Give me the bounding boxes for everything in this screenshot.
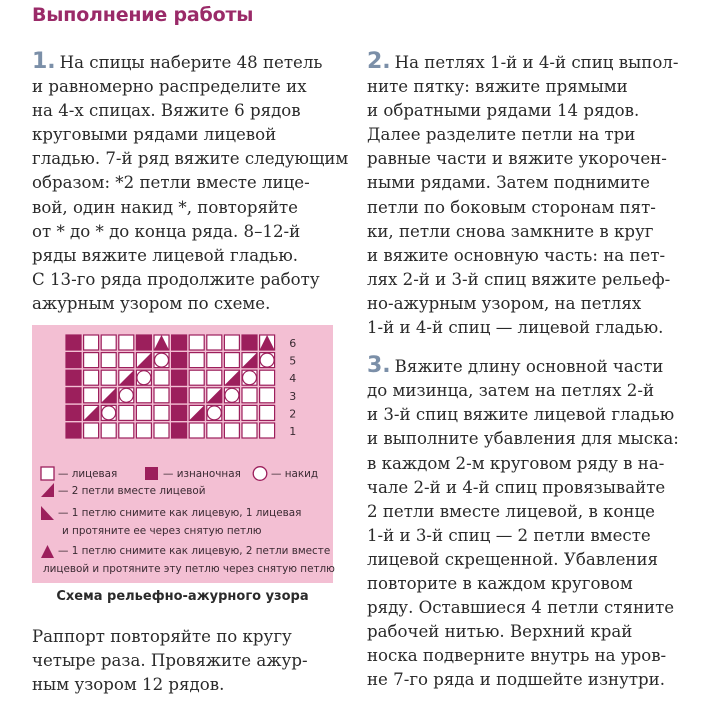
after-chart-line: ным узором 12 рядов.: [32, 675, 225, 695]
step-3-line: 2 петли вместе лицевой, в конце: [367, 501, 655, 521]
step-1-line: ряды вяжите лицевой гладью.: [32, 245, 299, 265]
chart-cell: [66, 335, 81, 350]
chart-cell: [242, 353, 257, 368]
chart-cell: [136, 353, 151, 368]
step-1-line: круговыми рядами лицевой: [32, 125, 277, 145]
chart-row-label: 4: [289, 372, 297, 386]
step-1-line: на 4-х спицах. Вяжите 6 рядов: [32, 101, 301, 121]
step-2-line: ки, петли снова замкните в круг: [367, 221, 654, 241]
legend-ssk-label-2: и протяните ее через снятую петлю: [62, 525, 262, 537]
chart-cell: [189, 370, 204, 385]
chart-cell: [172, 423, 187, 438]
chart-cell: [207, 405, 222, 420]
step-3-line: и 3-й спиц вяжите лицевой гладью: [367, 405, 675, 425]
chart-cell: [154, 405, 169, 420]
step-1-line: ажурным узором по схеме.: [32, 293, 271, 313]
chart-cell: [136, 370, 151, 385]
chart-cell: [66, 353, 81, 368]
step-1-line: 1. На спицы наберите 48 петель: [32, 49, 323, 74]
chart-cell: [224, 335, 239, 350]
chart-cell: [172, 370, 187, 385]
chart-cell: [242, 423, 257, 438]
step-3-line: ряду. Оставшиеся 4 петли стяните: [367, 598, 675, 618]
step-3-line: до мизинца, затем на петлях 2-й: [367, 381, 655, 401]
step-number: 2.: [367, 49, 391, 74]
chart-cell: [101, 405, 116, 420]
legend-yo-label: — накид: [271, 468, 319, 480]
chart-cell: [224, 423, 239, 438]
chart-cell: [101, 388, 116, 403]
step-3-line: в каждом 2-м круговом ряду в на-: [367, 453, 665, 473]
step-3-line: лицевой скрещенной. Убавления: [367, 549, 658, 569]
chart-cell: [154, 335, 169, 350]
step-2-line: петли по боковым сторонам пят-: [367, 197, 656, 217]
step-1-line: вой, один накид *, повторяйте: [32, 197, 298, 217]
chart-caption: Схема рельефно-ажурного узора: [56, 589, 309, 604]
steps-right: [367, 50, 687, 706]
chart-cell: [84, 388, 99, 403]
chart-cell: [260, 405, 275, 420]
chart-row-label: 3: [289, 389, 297, 403]
chart-cell: [189, 405, 204, 420]
chart-cell: [101, 353, 116, 368]
legend-yo-icon: [253, 467, 267, 481]
chart-cell: [84, 370, 99, 385]
step-2-line: Далее разделите петли на три: [367, 125, 636, 145]
step-1: [32, 49, 349, 316]
chart-row-label: 1: [289, 425, 297, 438]
chart-cell: [207, 335, 222, 350]
after-chart-line: четыре раза. Провяжите ажур-: [32, 651, 308, 671]
step-3-line: 3. Вяжите длину основной части: [367, 353, 664, 379]
step-number: 3.: [367, 353, 391, 379]
chart-cell: [136, 405, 151, 420]
step-3-line: и выполните убавления для мыска:: [367, 429, 679, 449]
chart-cell: [172, 388, 187, 403]
chart-cell: [154, 353, 169, 368]
step-1-line: образом: *2 петли вместе лице-: [32, 173, 310, 193]
step-3-line: чале 2-й и 4-й спиц провязывайте: [367, 477, 666, 497]
step-2-line: равные части и вяжите укорочен-: [367, 149, 667, 169]
chart-cell: [207, 388, 222, 403]
chart-cell: [207, 423, 222, 438]
chart-cell: [119, 335, 134, 350]
step-2-line: и вяжите основную часть: на пет-: [367, 245, 666, 265]
step-1-line: и равномерно распределите их: [32, 77, 307, 97]
chart-cell: [172, 335, 187, 350]
after-chart-text: [32, 625, 332, 697]
step-3-line: повторите в каждом круговом: [367, 573, 633, 593]
legend-ssk-icon: [41, 506, 54, 520]
chart-cell: [260, 388, 275, 403]
legend-tri-label-1: — 1 петлю снимите как лицевую, 2 петли вместе: [58, 545, 331, 557]
chart-cell: [84, 353, 99, 368]
chart-cell: [260, 370, 275, 385]
chart-cell: [172, 405, 187, 420]
step-2-line: 1-й и 4-й спиц — лицевой гладью.: [367, 318, 664, 338]
step-2: [367, 50, 687, 340]
chart-cell: [154, 423, 169, 438]
chart-cell: [242, 370, 257, 385]
pattern-chart: [32, 325, 333, 583]
chart-row-label: 5: [289, 354, 297, 368]
legend-purl-label: — изнаночная: [163, 468, 241, 480]
chart-cell: [207, 353, 222, 368]
step-3: [367, 354, 687, 692]
chart-cell: [119, 370, 134, 385]
chart-cell: [66, 423, 81, 438]
chart-row-label: 2: [289, 407, 297, 421]
step-number: 1.: [32, 49, 56, 74]
step-3-line: рабочей нитью. Верхний край: [367, 622, 633, 642]
legend-knit-label: — лицевая: [58, 468, 118, 480]
step-2-line: ными рядами. Затем поднимите: [367, 173, 650, 193]
chart-cell: [224, 405, 239, 420]
chart-cell: [154, 388, 169, 403]
step-2-line: 2. На петлях 1-й и 4-й спиц выпол-: [367, 49, 679, 74]
chart-row-label: 6: [289, 337, 297, 350]
chart-cell: [260, 335, 275, 350]
legend-k2tog-label: — 2 петли вместе лицевой: [58, 485, 206, 497]
legend-tri-label-2: лицевой и протяните эту петлю через снятую петлю: [43, 563, 335, 575]
chart-cell: [260, 423, 275, 438]
chart-cell: [136, 388, 151, 403]
step-1-text: [32, 49, 349, 316]
step-1-line: от * до * до конца ряда. 8–12-й: [32, 221, 301, 241]
chart-cell: [101, 423, 116, 438]
step-1-line: гладью. 7-й ряд вяжите следующим: [32, 149, 349, 169]
legend-purl-icon: [145, 467, 158, 480]
step-2-line: ните пятку: вяжите прямыми: [367, 77, 628, 97]
after-chart-line: Раппорт повторяйте по кругу: [32, 627, 292, 646]
step-3-line: не 7-го ряда и подшейте изнутри.: [367, 670, 666, 690]
chart-cell: [260, 353, 275, 368]
chart-cell: [224, 353, 239, 368]
chart-cell: [172, 353, 187, 368]
chart-cell: [242, 405, 257, 420]
chart-cell: [119, 388, 134, 403]
legend-tri-icon: [41, 545, 54, 558]
chart-cell: [66, 405, 81, 420]
step-3-line: 1-й и 3-й спиц — 2 петли вместе: [367, 525, 651, 545]
chart-cell: [207, 370, 222, 385]
step-2-line: и обратными рядами 14 рядов.: [367, 101, 640, 121]
chart-cell: [66, 388, 81, 403]
chart-cell: [242, 335, 257, 350]
chart-cell: [84, 423, 99, 438]
chart-cell: [119, 423, 134, 438]
chart-cell: [119, 405, 134, 420]
chart-cell: [224, 370, 239, 385]
step-2-line: но-ажурным узором, на петлях: [367, 293, 642, 313]
chart-cell: [189, 423, 204, 438]
legend-ssk-label-1: — 1 петлю снимите как лицевую, 1 лицевая: [58, 507, 302, 519]
legend-knit-icon: [41, 467, 54, 480]
chart-cell: [101, 370, 116, 385]
chart-cell: [136, 335, 151, 350]
step-2-line: лях 2-й и 3-й спиц вяжите рельеф-: [367, 269, 671, 289]
chart-cell: [189, 335, 204, 350]
chart-cell: [66, 370, 81, 385]
chart-cell: [136, 423, 151, 438]
chart-cell: [242, 388, 257, 403]
step-1-line: С 13-го ряда продолжите работу: [32, 269, 320, 289]
page-heading: Выполнение работы: [32, 4, 254, 26]
chart-cell: [119, 353, 134, 368]
chart-cell: [189, 388, 204, 403]
chart-grid: [32, 325, 333, 463]
chart-cell: [101, 335, 116, 350]
chart-cell: [154, 370, 169, 385]
chart-cell: [224, 388, 239, 403]
legend-k2tog-icon: [41, 483, 54, 497]
chart-cell: [189, 353, 204, 368]
chart-cell: [84, 335, 99, 350]
chart-cell: [84, 405, 99, 420]
step-3-line: носка подверните внутрь на уров-: [367, 646, 667, 666]
